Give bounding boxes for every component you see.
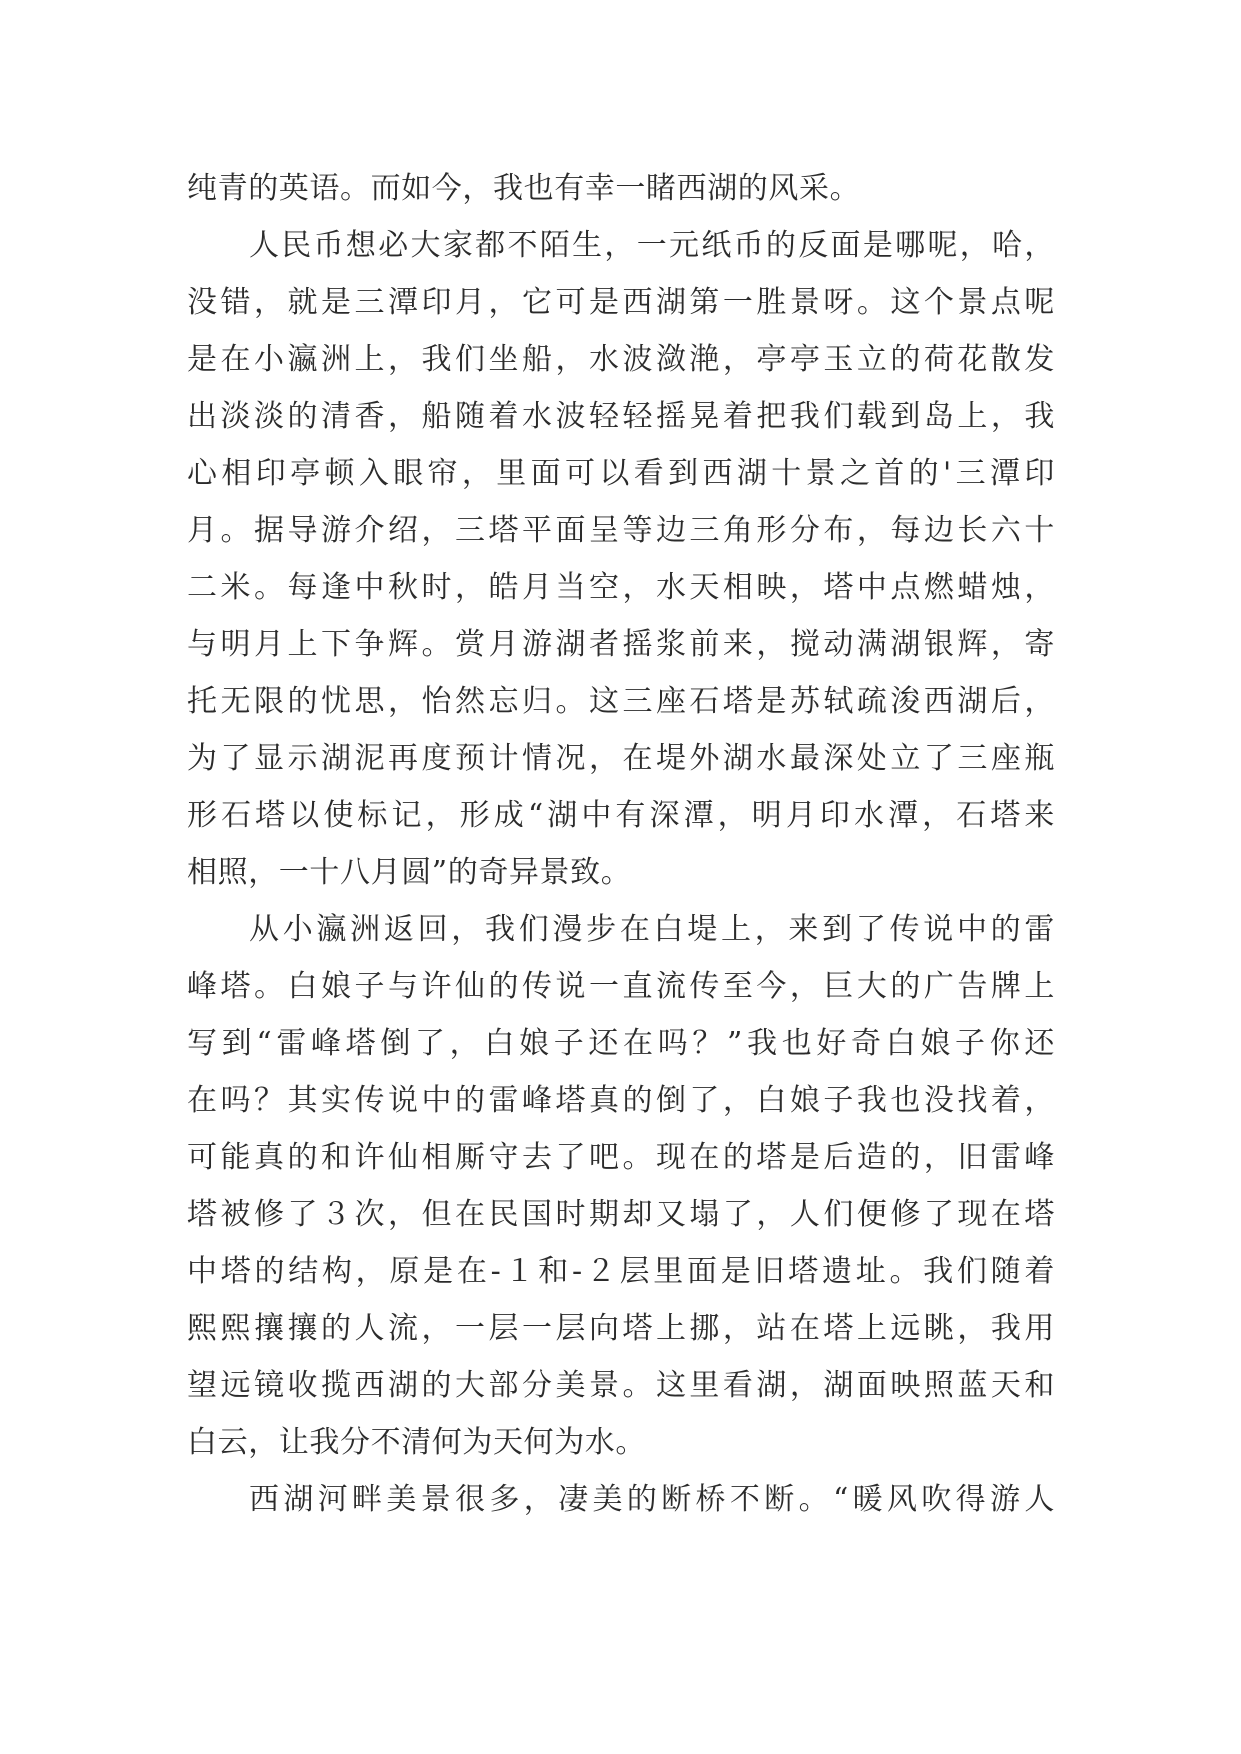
text-line: 峰塔。白娘子与许仙的传说一直流传至今，巨大的广告牌上 [187, 969, 1055, 1004]
text-line: 白云，让我分不清何为天何为水。 [187, 1425, 646, 1460]
text-line: 是在小瀛洲上，我们坐船，水波潋滟，亭亭玉立的荷花散发 [187, 342, 1055, 377]
text-line: 在吗？其实传说中的雷峰塔真的倒了，白娘子我也没找着， [187, 1083, 1055, 1118]
paragraph-start-line: 人民币想必大家都不陌生，一元纸币的反面是哪呢，哈， [249, 228, 1055, 263]
text-line: 中塔的结构，原是在-１和-２层里面是旧塔遗址。我们随着 [187, 1254, 1055, 1289]
text-line: 月。据导游介绍，三塔平面呈等边三角形分布，每边长六十 [187, 513, 1055, 548]
text-line: 塔被修了３次，但在民国时期却又塌了，人们便修了现在塔 [187, 1197, 1055, 1232]
text-line: 纯青的英语。而如今，我也有幸一睹西湖的风采。 [187, 171, 861, 206]
paragraph-start-line: 西湖河畔美景很多，凄美的断桥不断。“暖风吹得游人 [249, 1482, 1055, 1517]
text-line: 形石塔以使标记，形成“湖中有深潭，明月印水潭，石塔来 [187, 798, 1055, 833]
text-line: 心相印亭顿入眼帘，里面可以看到西湖十景之首的'三潭印 [187, 456, 1055, 491]
text-line: 望远镜收揽西湖的大部分美景。这里看湖，湖面映照蓝天和 [187, 1368, 1055, 1403]
text-line: 相照，一十八月圆”的奇异景致。 [187, 855, 632, 890]
article-body [187, 160, 1055, 1528]
text-line: 熙熙攘攘的人流，一层一层向塔上挪，站在塔上远眺，我用 [187, 1311, 1055, 1346]
text-line: 托无限的忧思，怡然忘归。这三座石塔是苏轼疏浚西湖后， [187, 684, 1055, 719]
text-line: 与明月上下争辉。赏月游湖者摇浆前来，搅动满湖银辉，寄 [187, 627, 1055, 662]
text-line: 写到“雷峰塔倒了，白娘子还在吗？”我也好奇白娘子你还 [187, 1026, 1055, 1061]
paragraph-start-line: 从小瀛洲返回，我们漫步在白堤上，来到了传说中的雷 [249, 912, 1055, 947]
text-line: 可能真的和许仙相厮守去了吧。现在的塔是后造的，旧雷峰 [187, 1140, 1055, 1175]
text-line: 为了显示湖泥再度预计情况，在堤外湖水最深处立了三座瓶 [187, 741, 1055, 776]
text-line: 二米。每逢中秋时，皓月当空，水天相映，塔中点燃蜡烛， [187, 570, 1055, 605]
text-line: 没错，就是三潭印月，它可是西湖第一胜景呀。这个景点呢 [187, 285, 1055, 320]
text-line: 出淡淡的清香，船随着水波轻轻摇晃着把我们载到岛上，我 [187, 399, 1055, 434]
